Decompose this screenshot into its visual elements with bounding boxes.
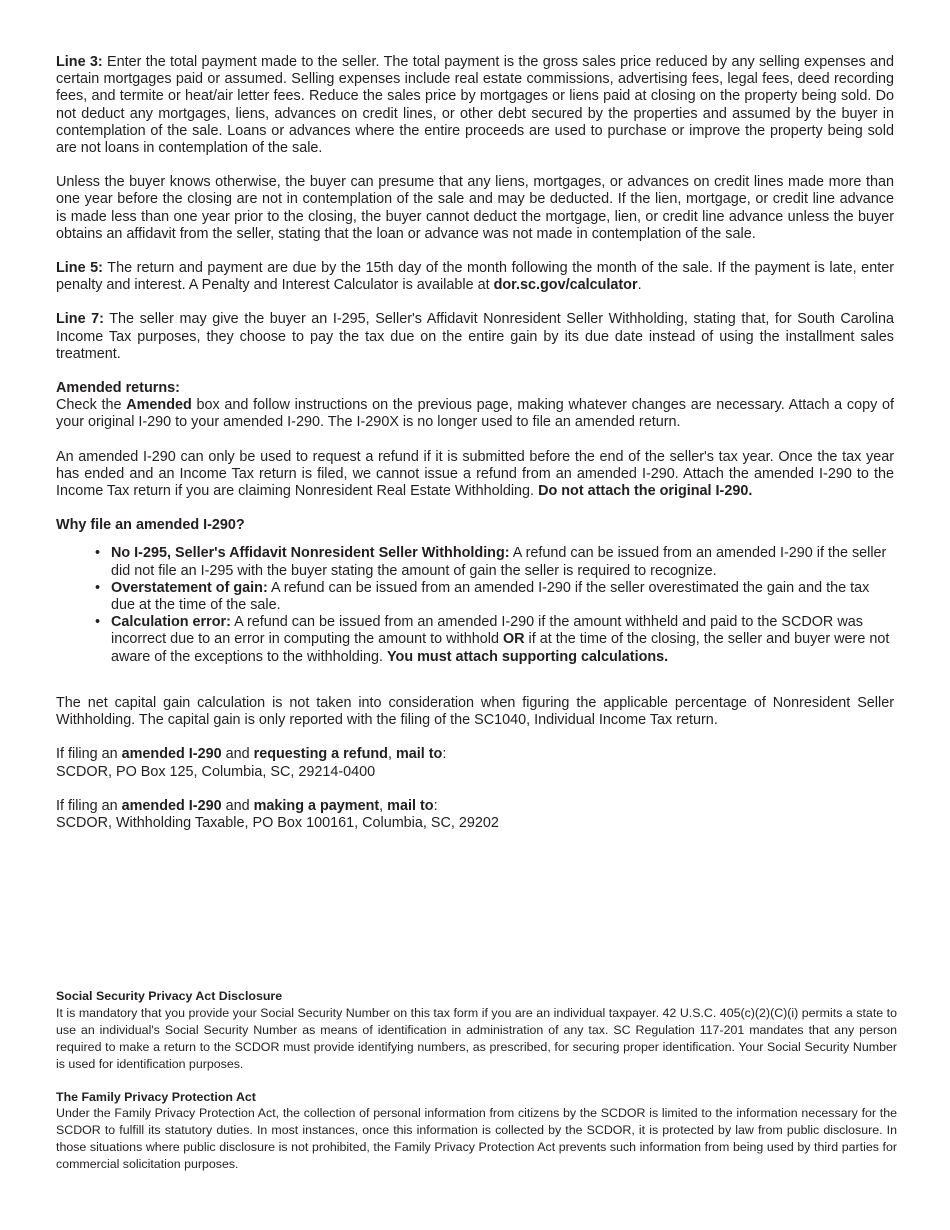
amended-refund-text: An amended I-290 can only be used to request a refund if it is submitted before the end of the seller's tax year. Once the tax year has ended and an Income Tax return is filed, we cannot issue a refund from an amended I-290. Attach the amended I-290 to the Income Tax return if you are claiming Nonresident Real Estate Withholding. <box>56 448 894 500</box>
mail-refund-bold-3: mail to <box>395 746 443 763</box>
ss-privacy-heading: Social Security Privacy Act Disclosure <box>56 989 283 1003</box>
amended-refund-paragraph <box>56 449 894 501</box>
bullet-icon: • <box>95 545 101 562</box>
line-7-label: Line 7: <box>56 311 104 328</box>
instructions-page <box>56 54 894 832</box>
line-7-instructions <box>56 311 894 363</box>
mail-payment-comma: , <box>379 797 388 814</box>
refund-address: SCDOR, PO Box 125, Columbia, SC, 29214-0400 <box>56 763 376 780</box>
list-item-text: A refund can be issued from an amended I-290 if the seller overestimated the gain and the tax due at the time of the sale. <box>111 579 870 614</box>
mail-payment-colon: : <box>433 797 438 814</box>
mail-payment-pre: If filing an <box>56 797 122 814</box>
privacy-disclosures <box>56 988 897 1173</box>
family-privacy-text: Under the Family Privacy Protection Act, the collection of personal information from citizens by the SCDOR is limited to the information necessary for the SCDOR to fulfill its statutory duties. In most instances, once this information is collected by the SCDOR, it is protected by law from public disclosure. In those situations where public disclosure is not prohibited, the Family Privacy Protection Act prevents such information from being used by third parties for commercial solicitation purposes. <box>56 1106 897 1172</box>
bullet-icon: • <box>95 614 101 631</box>
family-privacy-heading: The Family Privacy Protection Act <box>56 1089 256 1104</box>
list-item <box>91 580 894 614</box>
presume-paragraph: Unless the buyer knows otherwise, the buyer can presume that any liens, mortgages, or advances on credit lines made more than one year before the closing are not in contemplation of the sale and may be deducted. If the lien, mortgage, or credit line advance is made less than one year prior to the closing, the buyer cannot deduct the mortgage, lien, or credit line advance unless the buyer obtains an affidavit from the seller, stating that the loan or advance was not made in contemplation of the sale. <box>56 174 894 242</box>
mail-payment-bold-2: making a payment <box>253 797 380 814</box>
line-5-instructions <box>56 260 894 294</box>
mail-refund-comma: , <box>387 746 396 763</box>
line-5-label: Line 5: <box>56 260 103 277</box>
list-item-text-2: if at the time of the closing, the seller and buyer were not aware of the exceptions to the withholding. <box>111 631 890 665</box>
do-not-attach-warning: Do not attach the original I-290. <box>538 483 753 500</box>
bullet-icon: • <box>95 579 101 596</box>
capital-gain-paragraph: The net capital gain calculation is not taken into consideration when figuring the applicable percentage of Nonresident Seller Withholding. The capital gain is only reported with the filing of the SC1040, Individual Income Tax return. <box>56 694 894 729</box>
calculator-link[interactable]: dor.sc.gov/calculator <box>493 277 638 294</box>
amended-returns-paragraph <box>56 397 894 431</box>
attach-calculations-note: You must attach supporting calculations. <box>387 648 669 665</box>
line-3-label: Line 3: <box>56 54 103 70</box>
ss-privacy-text: It is mandatory that you provide your Social Security Number on this tax form if you are an individual taxpayer. 42 U.S.C. 405(c)(2)(C)(i) permits a state to use an individual's Social Security Number as means of identification in administration of any tax. SC Regulation 117-201 mandates that any person required to make a return to the SCDOR must provide identifying numbers, as prescribed, for securing proper identification. Your Social Security Number is used for identification purposes. <box>56 1005 897 1071</box>
mail-refund-instructions <box>56 746 894 763</box>
list-item-title: Overstatement of gain: <box>111 579 268 596</box>
line-3-instructions <box>56 54 894 157</box>
amended-text-2: box and follow instructions on the previous page, making whatever changes are necessary. Attach a copy of your original I-290 to your amended I-290. The I-290X is no longer used to file an amended return. <box>56 397 894 431</box>
why-file-list <box>56 545 894 665</box>
line-5-end: . <box>637 277 642 294</box>
line-7-text: The seller may give the buyer an I-295, Seller's Affidavit Nonresident Seller Withholding, stating that, for South Carolina Income Tax purposes, they choose to pay the tax due on the entire gain by its due date instead of using the installment sales treatment. <box>56 311 894 362</box>
list-item-text: A refund can be issued from an amended I-290 if the seller did not file an I-295 with the buyer stating the amount of gain the seller is required to recognize. <box>111 545 887 579</box>
amended-bold: Amended <box>126 397 192 414</box>
line-3-text: Enter the total payment made to the seller. The total payment is the gross sales price reduced by any selling expenses and certain mortgages paid or assumed. Selling expenses include real estate commissions, advertising fees, legal fees, deed recording fees, and termite or heat/air letter fees. Reduce the sales price by mortgages or liens paid at closing on the property being sold. Do not deduct any mortgages, liens, advances on credit lines, or other debt secured by the properties and assumed by the buyer in contemplation of the sale. Loans or advances where the entire proceeds are used to purchase or improve the property being sold are not loans in contemplation of the sale. <box>56 54 894 157</box>
or-emphasis: OR <box>502 631 525 648</box>
mail-payment-bold-3: mail to <box>387 797 434 814</box>
line-5-text: The return and payment are due by the 15th day of the month following the month of the sale. If the payment is late, enter penalty and interest. A Penalty and Interest Calculator is available at <box>56 260 894 294</box>
list-item-text: A refund can be issued from an amended I-290 if the amount withheld and paid to the SCDOR was incorrect due to an error in computing the amount to withhold <box>111 614 863 648</box>
why-file-heading: Why file an amended I-290? <box>56 517 245 534</box>
list-item <box>91 614 894 666</box>
mail-refund-mid: and <box>221 746 254 763</box>
mail-refund-bold-2: requesting a refund <box>253 746 388 763</box>
list-item <box>91 545 894 579</box>
mail-payment-mid: and <box>221 797 254 814</box>
list-item-title: Calculation error: <box>111 614 231 631</box>
list-item-title: No I-295, Seller's Affidavit Nonresident Seller Withholding: <box>111 545 510 562</box>
amended-text-1: Check the <box>56 397 127 414</box>
amended-returns-heading: Amended returns: <box>56 380 180 397</box>
mail-payment-bold-1: amended I-290 <box>121 797 222 814</box>
mail-refund-pre: If filing an <box>56 746 122 763</box>
mail-payment-instructions <box>56 798 894 815</box>
mail-refund-colon: : <box>442 746 447 763</box>
mail-refund-bold-1: amended I-290 <box>121 746 222 763</box>
payment-address: SCDOR, Withholding Taxable, PO Box 100161, Columbia, SC, 29202 <box>56 814 499 831</box>
